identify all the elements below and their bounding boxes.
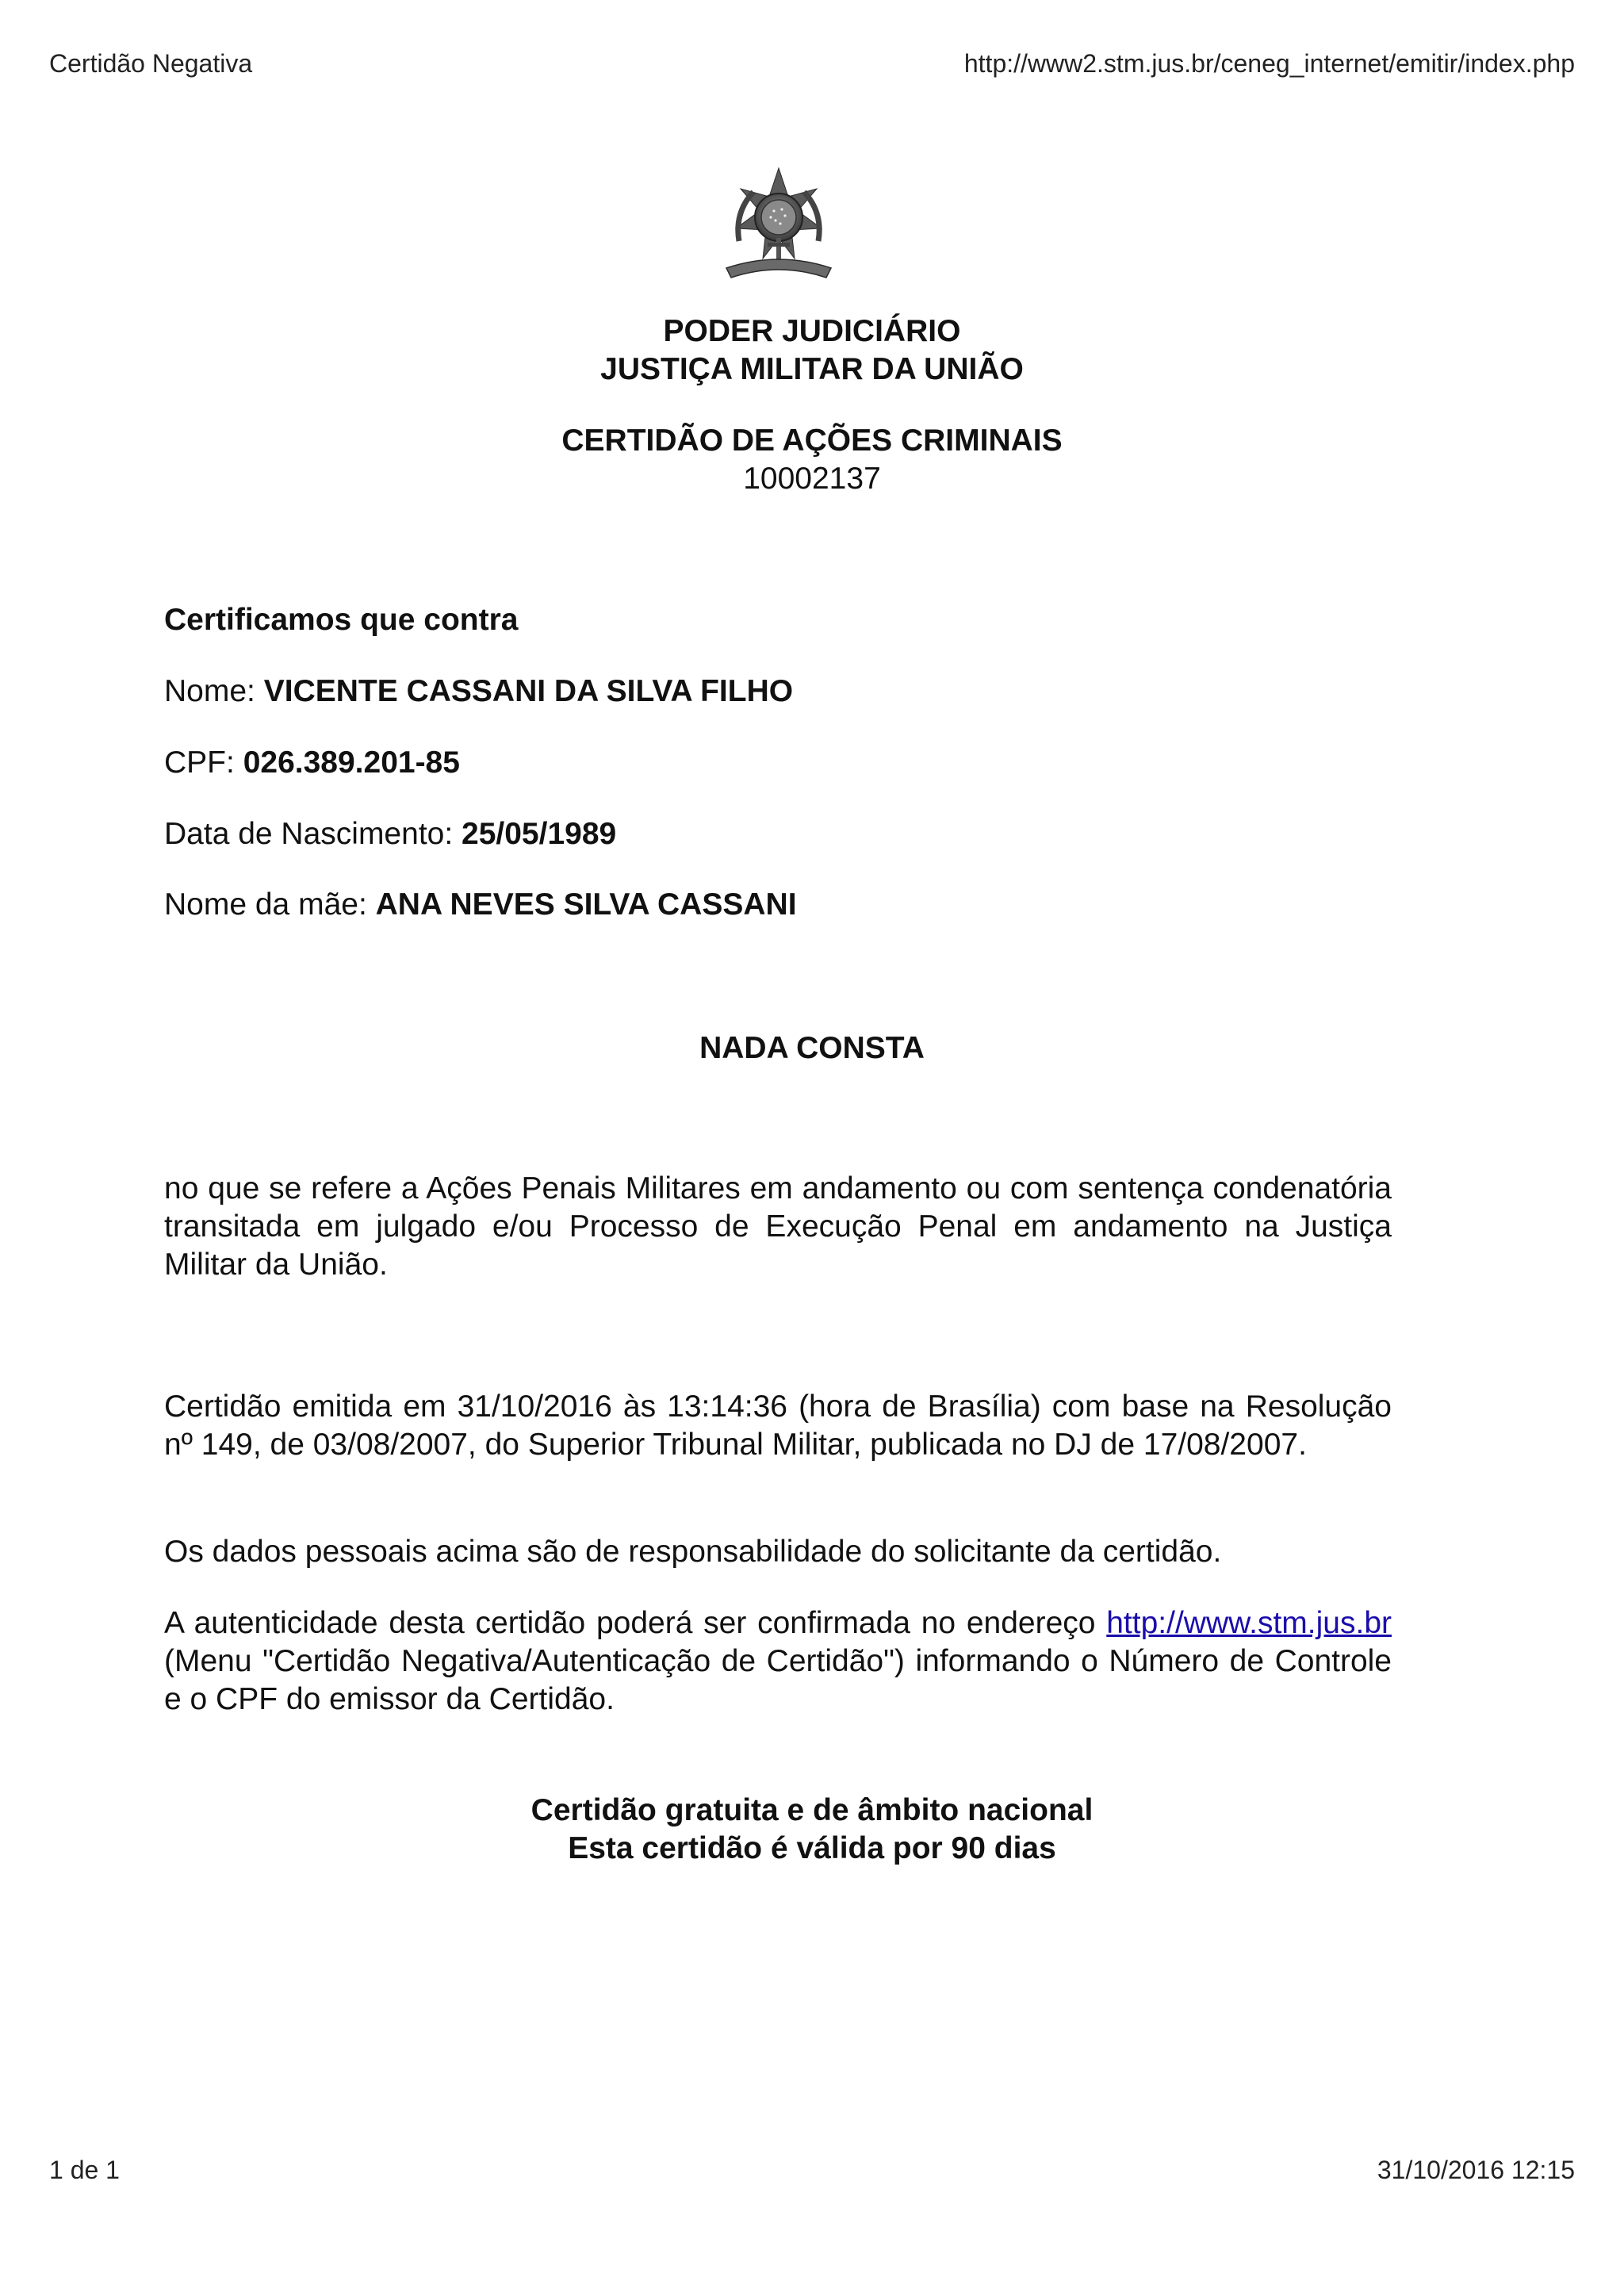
auth-text-before: A autenticidade desta certidão poderá ser confirmada no endereço [164, 1606, 1096, 1640]
page-counter: 1 de 1 [49, 2156, 120, 2184]
validity-note [0, 1792, 1624, 1868]
field-mother-name-value: ANA NEVES SILVA CASSANI [375, 887, 797, 922]
field-birthdate-value: 25/05/1989 [462, 817, 617, 851]
validity-note-line-1: Certidão gratuita e de âmbito nacional [530, 1793, 1094, 1827]
paragraph-emitida [164, 1388, 1392, 1464]
validity-note-line-2: Esta certidão é válida por 90 dias [568, 1831, 1056, 1865]
field-nome [164, 673, 1392, 711]
print-footer [49, 2156, 1575, 2185]
field-cpf-label: CPF: [164, 746, 235, 780]
certificate-title: CERTIDÃO DE AÇÕES CRIMINAIS [561, 424, 1063, 458]
paragraph-referencia [164, 1170, 1392, 1284]
org-line-2: JUSTIÇA MILITAR DA UNIÃO [600, 352, 1024, 386]
print-timestamp: 31/10/2016 12:15 [1377, 2156, 1575, 2184]
field-birthdate [164, 815, 1392, 853]
print-header [49, 49, 1575, 79]
field-cpf [164, 744, 1392, 782]
paragraph-emitida-text: Certidão emitida em 31/10/2016 às 13:14:36 (hora de Brasília) com base na Resolução nº 149, de 03/08/2007, do Superior Tribunal Militar, publicada no DJ de 17/08/2007. [164, 1389, 1392, 1462]
org-line-1: PODER JUDICIÁRIO [663, 314, 961, 348]
field-mother-name-label: Nome da mãe: [164, 887, 367, 922]
paragraph-autenticidade-text [164, 1604, 1392, 1719]
paragraph-referencia-text: no que se refere a Ações Penais Militares em andamento ou com sentença condenatória transitada em julgado e/ou Processo de Execução Penal em andamento na Justiça Militar da União. [164, 1171, 1392, 1282]
organization-heading [0, 312, 1624, 389]
paragraph-dados [164, 1533, 1392, 1571]
field-birthdate-label: Data de Nascimento: [164, 817, 454, 851]
print-header-title: Certidão Negativa [49, 49, 253, 78]
auth-text-after: (Menu "Certidão Negativa/Autenticação de Certidão") informando o Número de Controle e o CPF do emissor da Certidão. [164, 1644, 1392, 1716]
field-mother-name [164, 886, 1392, 924]
intro-text: Certificamos que contra [164, 603, 519, 637]
field-nome-label: Nome: [164, 674, 255, 708]
certificate-number: 10002137 [743, 462, 881, 496]
result-heading: NADA CONSTA [699, 1031, 925, 1065]
certificate-heading [0, 422, 1624, 498]
field-nome-value: VICENTE CASSANI DA SILVA FILHO [263, 674, 794, 708]
stm-website-link[interactable]: http://www.stm.jus.br [1106, 1606, 1392, 1640]
print-header-url: http://www2.stm.jus.br/ceneg_internet/emitir/index.php [963, 49, 1575, 78]
field-cpf-value: 026.389.201-85 [243, 746, 460, 780]
paragraph-autenticidade [164, 1604, 1392, 1719]
coat-of-arms-icon [718, 165, 839, 282]
paragraph-dados-text: Os dados pessoais acima são de responsabilidade do solicitante da certidão. [164, 1535, 1222, 1569]
